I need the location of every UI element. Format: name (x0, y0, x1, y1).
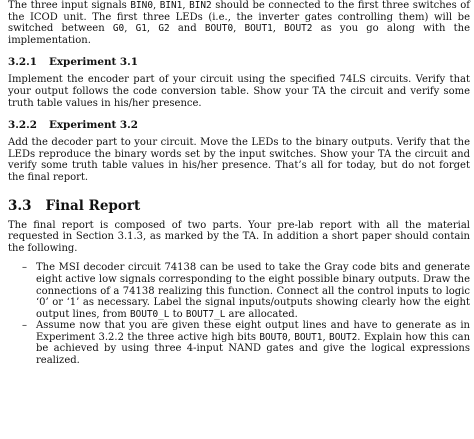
list-item (22, 320, 471, 367)
intro-text-4: should be connected to the first three switches of the ICOD unit. The first three LEDs (i.e., the inverter gates controlling them) will be switched between (8, 0, 471, 35)
final-report-paragraph: The final report is composed of two parts. Your pre-lab report with all the material requested in Section 3.1.3, as marked by the TA. In addition a short paper should contain the following. (8, 219, 470, 254)
experiment-3-1-paragraph: Implement the encoder part of your circuit using the specified 74LS circuits. Verify that your output follows the code conversion table. Show your TA the circuit and verify some truth table values in his/her presence. (8, 74, 470, 109)
signal-bout7-l: BOUT7_L (185, 308, 226, 320)
intro-text-10: as you go along with the implementation. (8, 23, 470, 46)
signal-bout1: BOUT1 (294, 331, 323, 343)
signal-bout0: BOUT0 (259, 331, 288, 343)
experiment-3-2-paragraph: Add the decoder part to your circuit. Move the LEDs to the binary outputs. Verify that the LEDs reproduce the binary words set by the input switches. Show your TA the circuit and verify some truth table values in his/her presence. That’s all for today, but do not forget the final report. (8, 137, 470, 183)
subsection-number: 3.2.1 (8, 56, 37, 69)
signal-g2: G2 (158, 23, 170, 35)
subsection-heading-3-2-2 (8, 119, 470, 131)
intro-text-7: and (169, 23, 205, 35)
signal-bout2: BOUT2 (329, 331, 358, 343)
item-text-3: , (322, 331, 330, 343)
signal-bin0: BIN0 (130, 0, 153, 11)
item-text-4: . Explain how this can be achieved by using three 4-input NAND gates and give the logical expressions realized. (36, 331, 471, 367)
item-text-1: Assume now that you are given these eight output lines and have to generate as in Experiment 3.2.2 the three active high bits (36, 320, 470, 343)
item-text-2: , (287, 331, 295, 343)
item-text-2: to (169, 308, 186, 320)
subsection-title: Experiment 3.1 (48, 56, 139, 69)
intro-text-2: , (152, 0, 160, 11)
intro-paragraph (8, 0, 470, 46)
signal-bout2: BOUT2 (284, 23, 313, 35)
intro-text-8: , (233, 23, 245, 35)
intro-text-6: , (146, 23, 159, 35)
signal-g1: G1 (135, 23, 147, 35)
document-page (8, 0, 470, 367)
signal-bout1: BOUT1 (244, 23, 273, 35)
intro-text-5: , (124, 23, 136, 35)
signal-bin2: BIN2 (189, 0, 212, 11)
subsection-heading-3-2-1 (8, 56, 470, 68)
item-text-1: The MSI decoder circuit 74138 can be used to take the Gray code bits and generate eight active low signals corresponding to the eight possible binary outputs. Draw the connections of a 74138 realizing this function. Connect all the control inputs to logic ‘0’ or ‘1’ as necessary. Label the signal inputs/outputs showing clearly how the eight output lines, from (36, 262, 470, 320)
intro-text-1: The three input signals (8, 0, 131, 11)
requirements-list (8, 262, 470, 366)
list-item (22, 262, 470, 320)
signal-bout0-l: BOUT0_L (129, 308, 170, 320)
list-dash: – (22, 320, 27, 332)
section-heading-3-3 (8, 198, 470, 214)
list-dash: – (22, 262, 27, 274)
signal-bin1: BIN1 (159, 0, 183, 11)
section-title: Final Report (45, 197, 141, 214)
section-number: 3.3 (8, 197, 32, 214)
item-text-3: are allocated. (225, 308, 298, 320)
subsection-number: 3.2.2 (8, 119, 37, 132)
subsection-title: Experiment 3.2 (48, 119, 139, 132)
intro-text-3: , (182, 0, 190, 11)
signal-bout0: BOUT0 (204, 23, 234, 35)
intro-text-9: , (272, 23, 285, 35)
signal-g0: G0 (112, 23, 125, 35)
